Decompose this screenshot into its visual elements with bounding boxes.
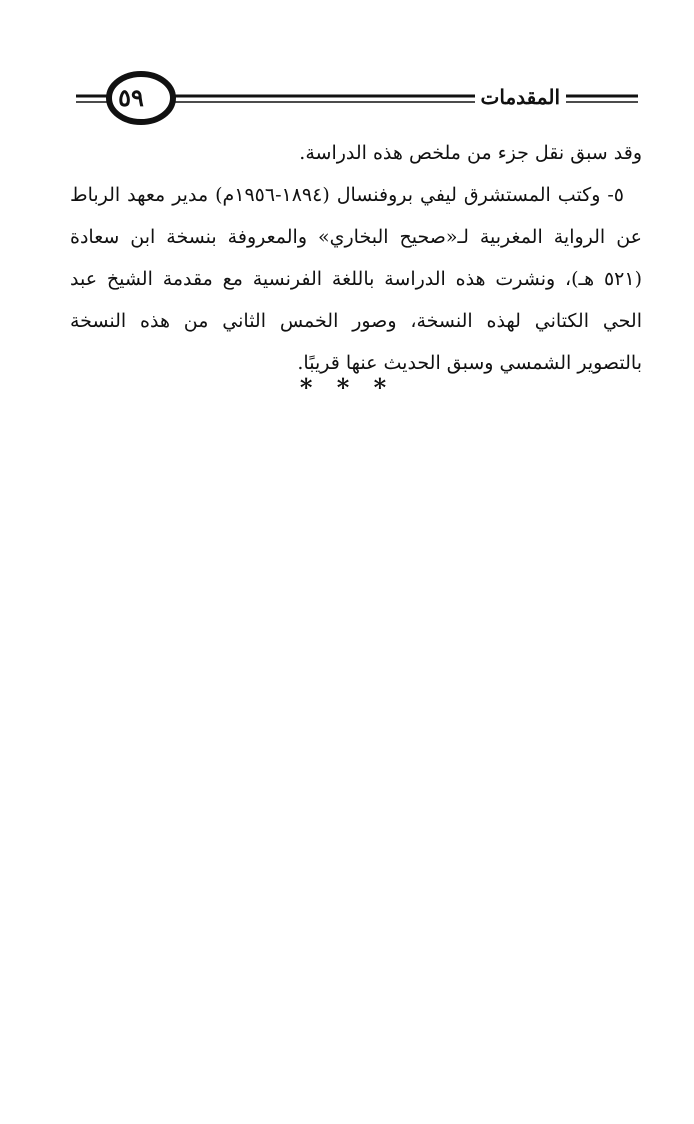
paragraph-2: ٥- وكتب المستشرق ليفي بروفنسال (١٨٩٤-١٩٥٦م) مدير معهد الرباط عن الرواية المغربية لـ«صحيح البخاري» والمعروفة بنسخة ابن سعادة (٥٢١ هـ)، ونشرت هذه الدراسة باللغة الفرنسية مع مقدمة الشيخ عبد الحي الكتاني لهذه النسخة، وصور الخمس الثاني من هذه النسخة بالتصوير الشمسي وسبق الحديث عنها قريبًا.: [70, 184, 642, 374]
body-text: [70, 132, 642, 384]
page-header: [0, 60, 694, 140]
section-separator: * * *: [299, 373, 395, 402]
paragraph-1: وقد سبق نقل جزء من ملخص هذه الدراسة.: [299, 142, 642, 164]
page-number: ٥٩: [118, 83, 144, 112]
running-title: المقدمات: [475, 82, 566, 112]
